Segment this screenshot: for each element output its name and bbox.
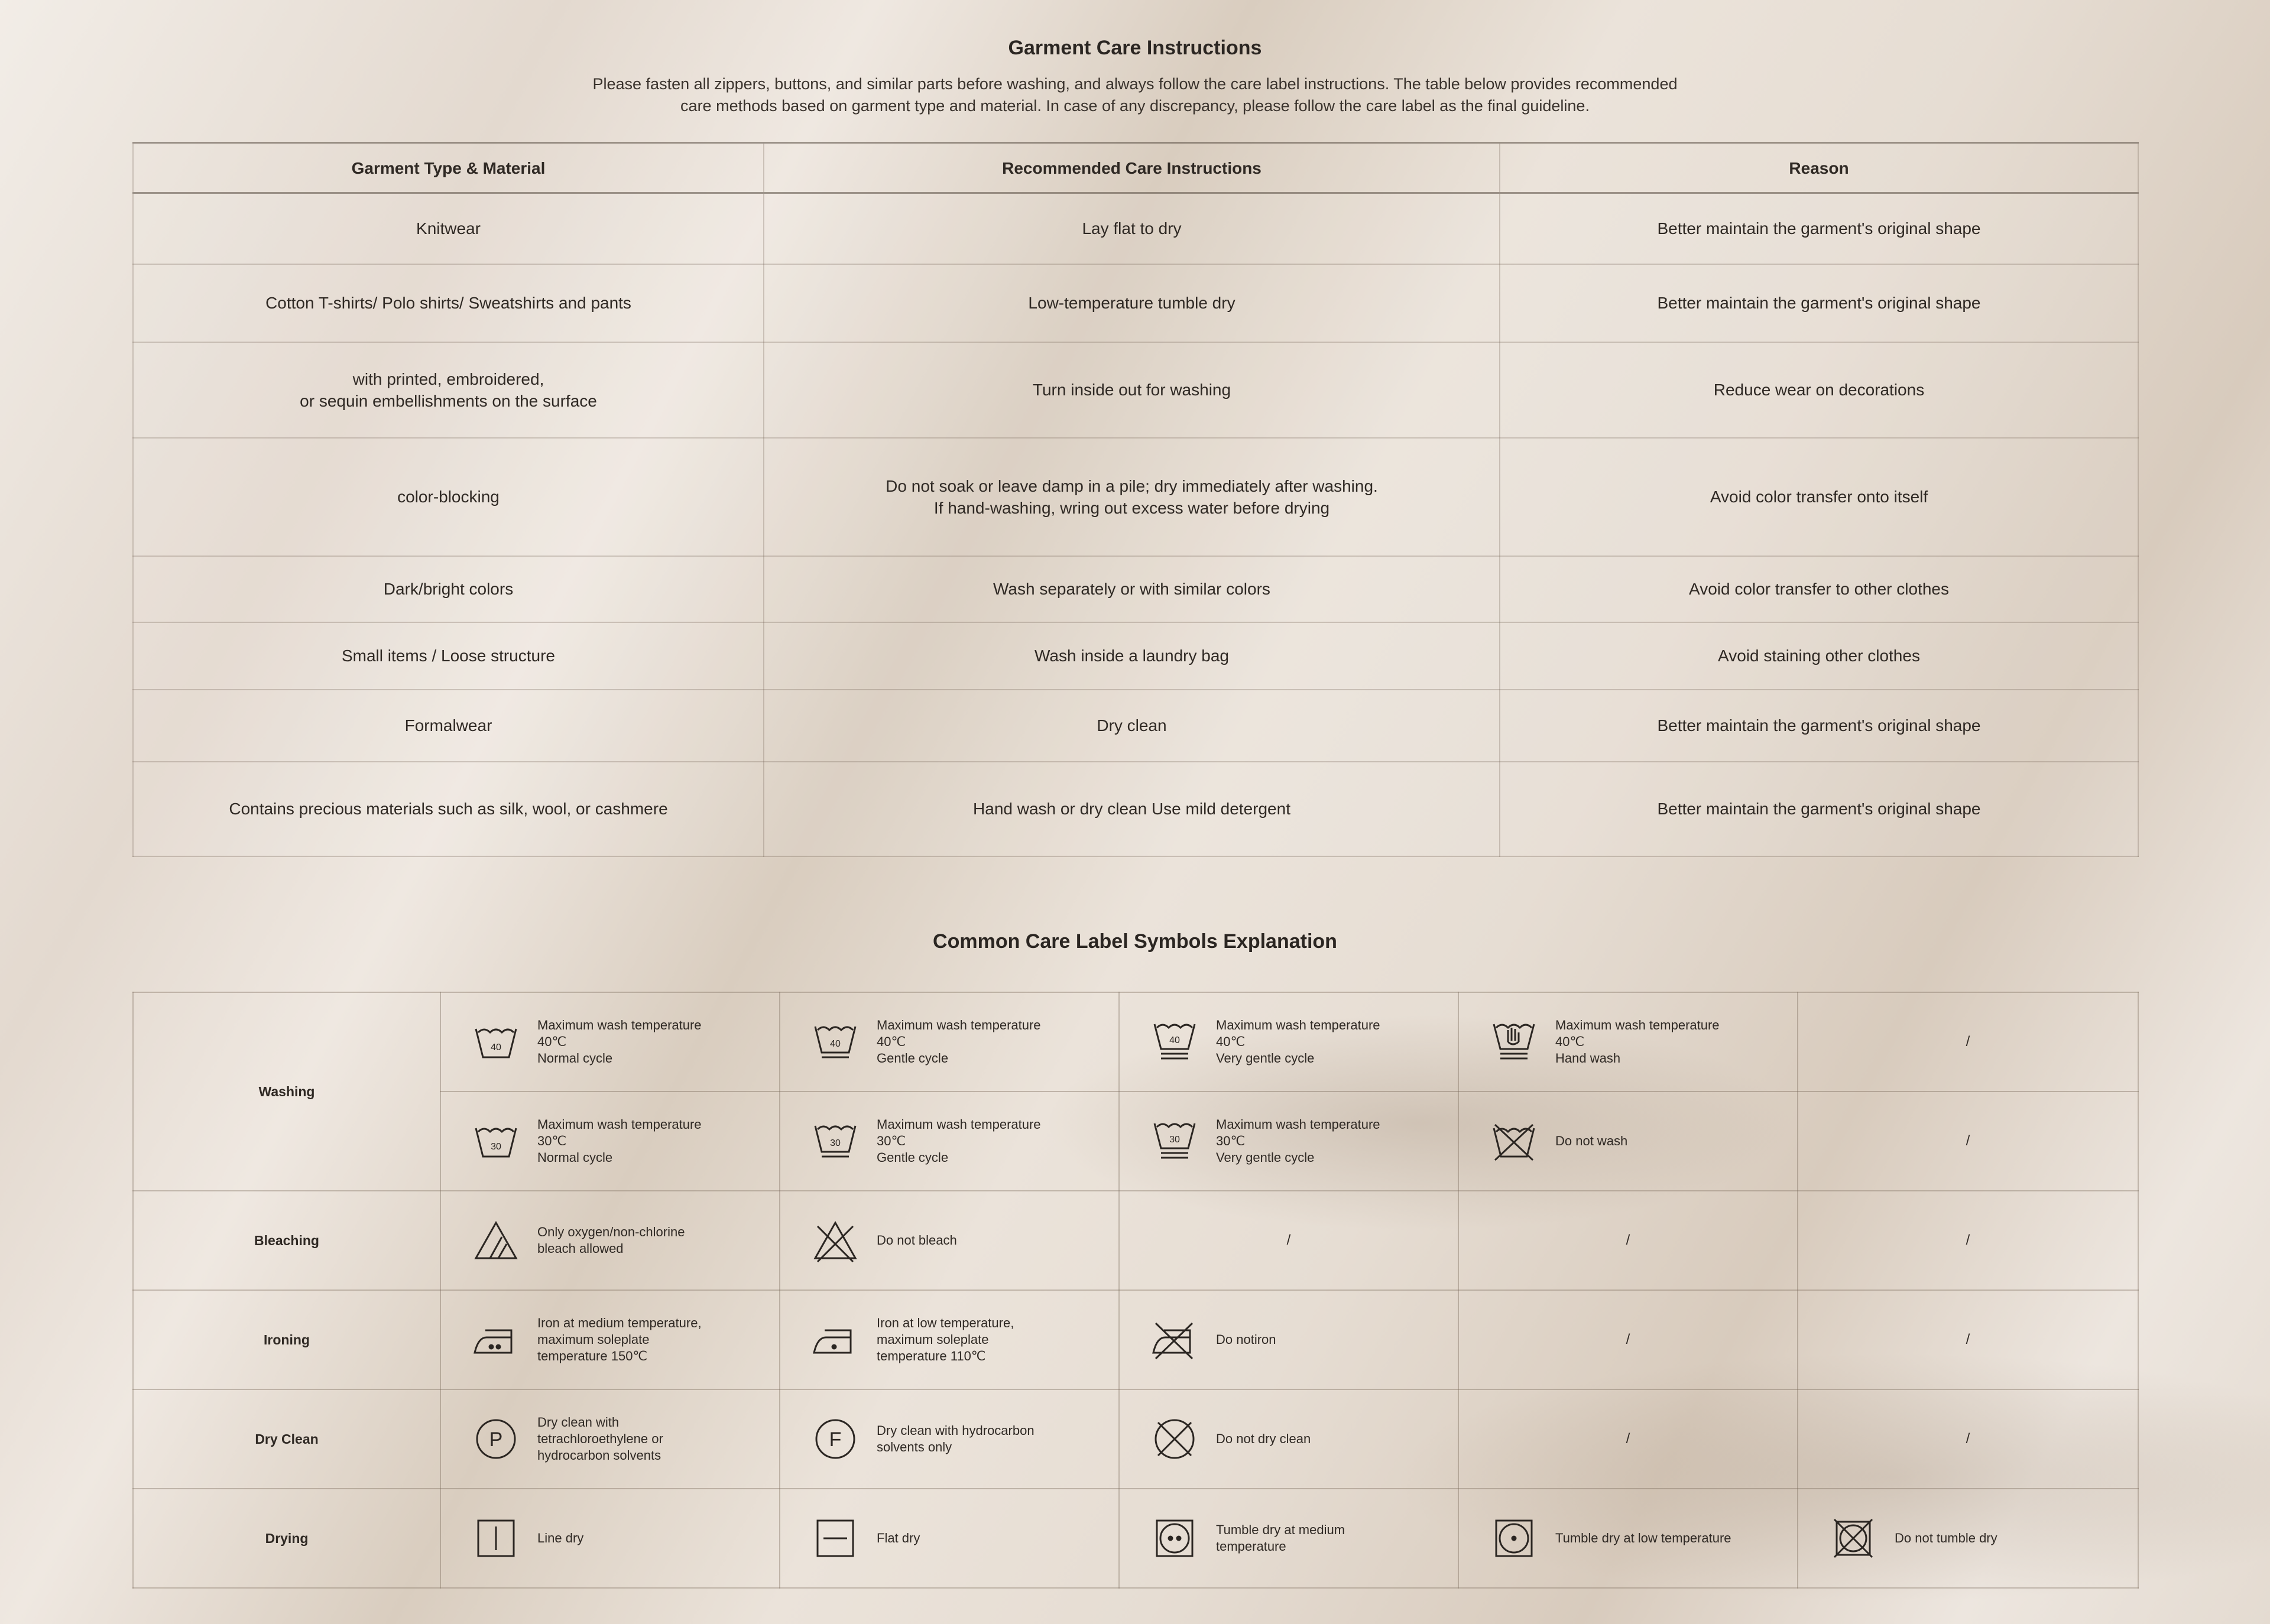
garment-cell — [133, 193, 764, 264]
table-row — [133, 438, 2138, 556]
symbol-cell — [440, 1092, 780, 1191]
svg-text:30: 30 — [491, 1142, 501, 1152]
desc-line: Maximum wash temperature — [1555, 1018, 1720, 1032]
cell-line: Small items / Loose structure — [341, 647, 556, 665]
do-not-bleach-icon — [812, 1217, 859, 1264]
flat-dry-icon — [812, 1515, 859, 1562]
table-row — [133, 622, 2138, 690]
symbol-description — [1555, 1017, 1796, 1067]
empty-cell: / — [1119, 1191, 1458, 1290]
desc-line: 30℃ — [537, 1133, 567, 1148]
care-symbols-table — [132, 992, 2139, 1589]
tumble-dry-medium-icon — [1151, 1515, 1198, 1562]
desc-line: Do not tumble dry — [1895, 1531, 1997, 1545]
empty-cell: / — [1458, 1290, 1798, 1389]
cell-line: Lay flat to dry — [1082, 219, 1182, 238]
desc-line: Do not bleach — [877, 1233, 957, 1248]
desc-line: Do not dry clean — [1216, 1431, 1311, 1446]
desc-line: maximum soleplate — [537, 1332, 650, 1347]
empty-cell: / — [1458, 1191, 1798, 1290]
desc-line: Flat dry — [877, 1531, 920, 1545]
table-row — [133, 342, 2138, 438]
cell-line: If hand-washing, wring out excess water before drying — [933, 498, 1330, 517]
empty-cell: / — [1798, 1092, 2138, 1191]
symbol-cell — [780, 992, 1119, 1092]
cell-line: Wash separately or with similar colors — [993, 580, 1270, 598]
symbol-cell — [1798, 1489, 2138, 1588]
symbol-cell — [1458, 1489, 1798, 1588]
symbol-cell — [780, 1290, 1119, 1389]
desc-line: tetrachloroethylene or — [537, 1431, 663, 1446]
desc-line: hydrocarbon solvents — [537, 1448, 661, 1463]
symbol-cell — [1119, 1290, 1458, 1389]
desc-line: temperature 110℃ — [877, 1349, 986, 1363]
garment-cell — [133, 690, 764, 762]
svg-text:40: 40 — [491, 1042, 501, 1053]
desc-line: Do notiron — [1216, 1332, 1276, 1347]
svg-text:P: P — [489, 1428, 503, 1451]
desc-line: 30℃ — [877, 1133, 906, 1148]
cell-line: Contains precious materials such as silk, wool, or cashmere — [229, 800, 668, 818]
reason-cell: Better maintain the garment's original shape — [1500, 264, 2138, 342]
category-drying: Drying — [133, 1489, 440, 1588]
desc-line: bleach allowed — [537, 1241, 624, 1256]
svg-text:30: 30 — [830, 1138, 841, 1148]
desc-line: Only oxygen/non-chlorine — [537, 1225, 685, 1239]
svg-text:30: 30 — [1169, 1135, 1180, 1145]
symbol-description — [877, 1530, 1118, 1547]
wash-40-very-gentle-icon — [1151, 1018, 1198, 1066]
symbol-description — [1555, 1133, 1796, 1149]
table-row — [133, 193, 2138, 264]
care-cell — [764, 556, 1500, 622]
desc-line: Maximum wash temperature — [877, 1117, 1041, 1132]
garment-cell — [133, 762, 764, 856]
reason-cell: Better maintain the garment's original shape — [1500, 690, 2138, 762]
cell-line: or sequin embellishments on the surface — [300, 391, 597, 410]
desc-line: maximum soleplate — [877, 1332, 989, 1347]
symbol-description — [537, 1224, 779, 1257]
drying-row — [133, 1489, 2138, 1588]
symbol-cell — [440, 992, 780, 1092]
symbol-description — [877, 1315, 1118, 1365]
desc-line: Maximum wash temperature — [1216, 1018, 1380, 1032]
wash-30-normal-icon — [472, 1118, 520, 1165]
desc-line: Hand wash — [1555, 1051, 1621, 1066]
symbol-cell — [440, 1191, 780, 1290]
symbol-cell — [1458, 1092, 1798, 1191]
symbol-description — [1216, 1331, 1457, 1348]
desc-line: Iron at low temperature, — [877, 1316, 1014, 1330]
care-cell — [764, 762, 1500, 856]
garment-cell — [133, 622, 764, 690]
symbol-description — [1216, 1017, 1457, 1067]
care-cell — [764, 264, 1500, 342]
desc-line: 40℃ — [1216, 1034, 1246, 1049]
desc-line: Line dry — [537, 1531, 584, 1545]
svg-text:40: 40 — [830, 1039, 841, 1049]
hand-wash-icon — [1490, 1018, 1538, 1066]
table-row — [133, 556, 2138, 622]
desc-line: Dry clean with hydrocarbon — [877, 1423, 1035, 1438]
wash-30-very-gentle-icon — [1151, 1118, 1198, 1165]
empty-cell: / — [1798, 1191, 2138, 1290]
wash-30-gentle-icon — [812, 1118, 859, 1165]
desc-line: 40℃ — [877, 1034, 906, 1049]
desc-line: Dry clean with — [537, 1415, 620, 1430]
cell-line: Cotton T-shirts/ Polo shirts/ Sweatshirts and pants — [265, 294, 631, 312]
desc-line: temperature 150℃ — [537, 1349, 648, 1363]
do-not-iron-icon — [1151, 1316, 1198, 1363]
reason-cell: Better maintain the garment's original shape — [1500, 193, 2138, 264]
symbol-description — [1555, 1530, 1796, 1547]
wash-40-gentle-icon — [812, 1018, 859, 1066]
reason-cell: Avoid color transfer onto itself — [1500, 438, 2138, 556]
symbol-description — [1216, 1522, 1457, 1555]
category-ironing: Ironing — [133, 1290, 440, 1389]
symbol-cell — [1119, 992, 1458, 1092]
page-title: Garment Care Instructions — [1008, 37, 1262, 59]
symbol-cell — [780, 1191, 1119, 1290]
symbol-description — [537, 1116, 779, 1166]
desc-line: Very gentle cycle — [1216, 1051, 1315, 1066]
intro-line: care methods based on garment type and material. In case of any discrepancy, please follow the care label as the final guideline. — [680, 97, 1590, 115]
desc-line: Maximum wash temperature — [877, 1018, 1041, 1032]
svg-text:40: 40 — [1169, 1035, 1180, 1045]
cell-line: Do not soak or leave damp in a pile; dry immediately after washing. — [886, 476, 1378, 495]
column-header-reason: Reason — [1500, 143, 2138, 193]
cell-line: Dry clean — [1097, 716, 1167, 735]
desc-line: Very gentle cycle — [1216, 1150, 1315, 1165]
cell-line: color-blocking — [397, 488, 500, 506]
do-not-tumble-dry-icon — [1830, 1515, 1877, 1562]
category-bleaching: Bleaching — [133, 1191, 440, 1290]
non-chlorine-bleach-icon — [472, 1217, 520, 1264]
desc-line: 30℃ — [1216, 1133, 1246, 1148]
garment-cell — [133, 556, 764, 622]
empty-cell: / — [1458, 1389, 1798, 1489]
reason-cell: Better maintain the garment's original shape — [1500, 762, 2138, 856]
dry-clean-f-icon — [812, 1415, 859, 1463]
symbol-description — [537, 1017, 779, 1067]
symbol-cell — [440, 1290, 780, 1389]
care-cell — [764, 438, 1500, 556]
garment-cell — [133, 342, 764, 438]
symbol-description — [877, 1116, 1118, 1166]
cell-line: Wash inside a laundry bag — [1035, 647, 1229, 665]
do-not-dry-clean-icon — [1151, 1415, 1198, 1463]
bleaching-row — [133, 1191, 2138, 1290]
dry-clean-row — [133, 1389, 2138, 1489]
cell-line: Knitwear — [416, 219, 481, 238]
symbol-cell — [1119, 1489, 1458, 1588]
desc-line: Maximum wash temperature — [537, 1117, 702, 1132]
cell-line: with printed, embroidered, — [352, 369, 544, 388]
symbol-cell — [1119, 1092, 1458, 1191]
dry-clean-p-icon — [472, 1415, 520, 1463]
symbol-description — [537, 1315, 779, 1365]
iron-low-icon — [812, 1316, 859, 1363]
garment-cell — [133, 264, 764, 342]
symbol-cell — [440, 1389, 780, 1489]
symbol-cell — [440, 1489, 780, 1588]
category-dry-clean: Dry Clean — [133, 1389, 440, 1489]
empty-cell: / — [1798, 992, 2138, 1092]
iron-medium-icon — [472, 1316, 520, 1363]
symbol-cell — [780, 1489, 1119, 1588]
symbol-cell — [780, 1092, 1119, 1191]
cell-line: Dark/bright colors — [383, 580, 514, 598]
desc-line: Iron at medium temperature, — [537, 1316, 702, 1330]
cell-line: Hand wash or dry clean Use mild detergent — [973, 800, 1290, 818]
desc-line: temperature — [1216, 1539, 1286, 1554]
wash-40-normal-icon — [472, 1018, 520, 1066]
desc-line: Gentle cycle — [877, 1150, 949, 1165]
reason-cell: Reduce wear on decorations — [1500, 342, 2138, 438]
symbol-description — [1216, 1116, 1457, 1166]
table-row — [133, 264, 2138, 342]
care-cell — [764, 193, 1500, 264]
desc-line: Do not wash — [1555, 1133, 1628, 1148]
desc-line: Gentle cycle — [877, 1051, 949, 1066]
symbol-cell — [780, 1389, 1119, 1489]
symbol-description — [537, 1414, 779, 1464]
care-cell — [764, 622, 1500, 690]
garment-cell — [133, 438, 764, 556]
desc-line: Maximum wash temperature — [537, 1018, 702, 1032]
svg-text:F: F — [829, 1428, 842, 1451]
table-row — [133, 762, 2138, 856]
desc-line: Tumble dry at low temperature — [1555, 1531, 1731, 1545]
empty-cell: / — [1798, 1389, 2138, 1489]
reason-cell: Avoid staining other clothes — [1500, 622, 2138, 690]
care-instructions-table — [132, 142, 2139, 857]
care-table-header-row — [133, 143, 2138, 193]
care-cell — [764, 690, 1500, 762]
symbol-cell — [1458, 992, 1798, 1092]
symbol-description — [537, 1530, 779, 1547]
intro-text — [532, 73, 1738, 117]
desc-line: Tumble dry at medium — [1216, 1522, 1345, 1537]
symbol-description — [877, 1422, 1118, 1456]
washing-row — [133, 992, 2138, 1092]
cell-line: Formalwear — [404, 716, 492, 735]
symbol-description — [877, 1017, 1118, 1067]
empty-cell: / — [1798, 1290, 2138, 1389]
symbol-description — [1895, 1530, 2137, 1547]
symbol-description — [877, 1232, 1118, 1249]
column-header-care: Recommended Care Instructions — [764, 143, 1500, 193]
desc-line: 40℃ — [1555, 1034, 1585, 1049]
do-not-wash-icon — [1490, 1118, 1538, 1165]
category-washing: Washing — [133, 992, 440, 1191]
section-title: Common Care Label Symbols Explanation — [933, 930, 1337, 953]
ironing-row — [133, 1290, 2138, 1389]
desc-line: Maximum wash temperature — [1216, 1117, 1380, 1132]
table-row — [133, 690, 2138, 762]
reason-cell: Avoid color transfer to other clothes — [1500, 556, 2138, 622]
cell-line: Low-temperature tumble dry — [1028, 294, 1235, 312]
column-header-garment: Garment Type & Material — [133, 143, 764, 193]
symbol-description — [1216, 1431, 1457, 1447]
care-cell — [764, 342, 1500, 438]
desc-line: Normal cycle — [537, 1051, 613, 1066]
line-dry-icon — [472, 1515, 520, 1562]
intro-line: Please fasten all zippers, buttons, and similar parts before washing, and always follow the care label instructions. The table below provides recommended — [592, 75, 1678, 93]
cell-line: Turn inside out for washing — [1032, 381, 1231, 399]
tumble-dry-low-icon — [1490, 1515, 1538, 1562]
desc-line: 40℃ — [537, 1034, 567, 1049]
desc-line: solvents only — [877, 1440, 952, 1454]
symbol-cell — [1119, 1389, 1458, 1489]
desc-line: Normal cycle — [537, 1150, 613, 1165]
